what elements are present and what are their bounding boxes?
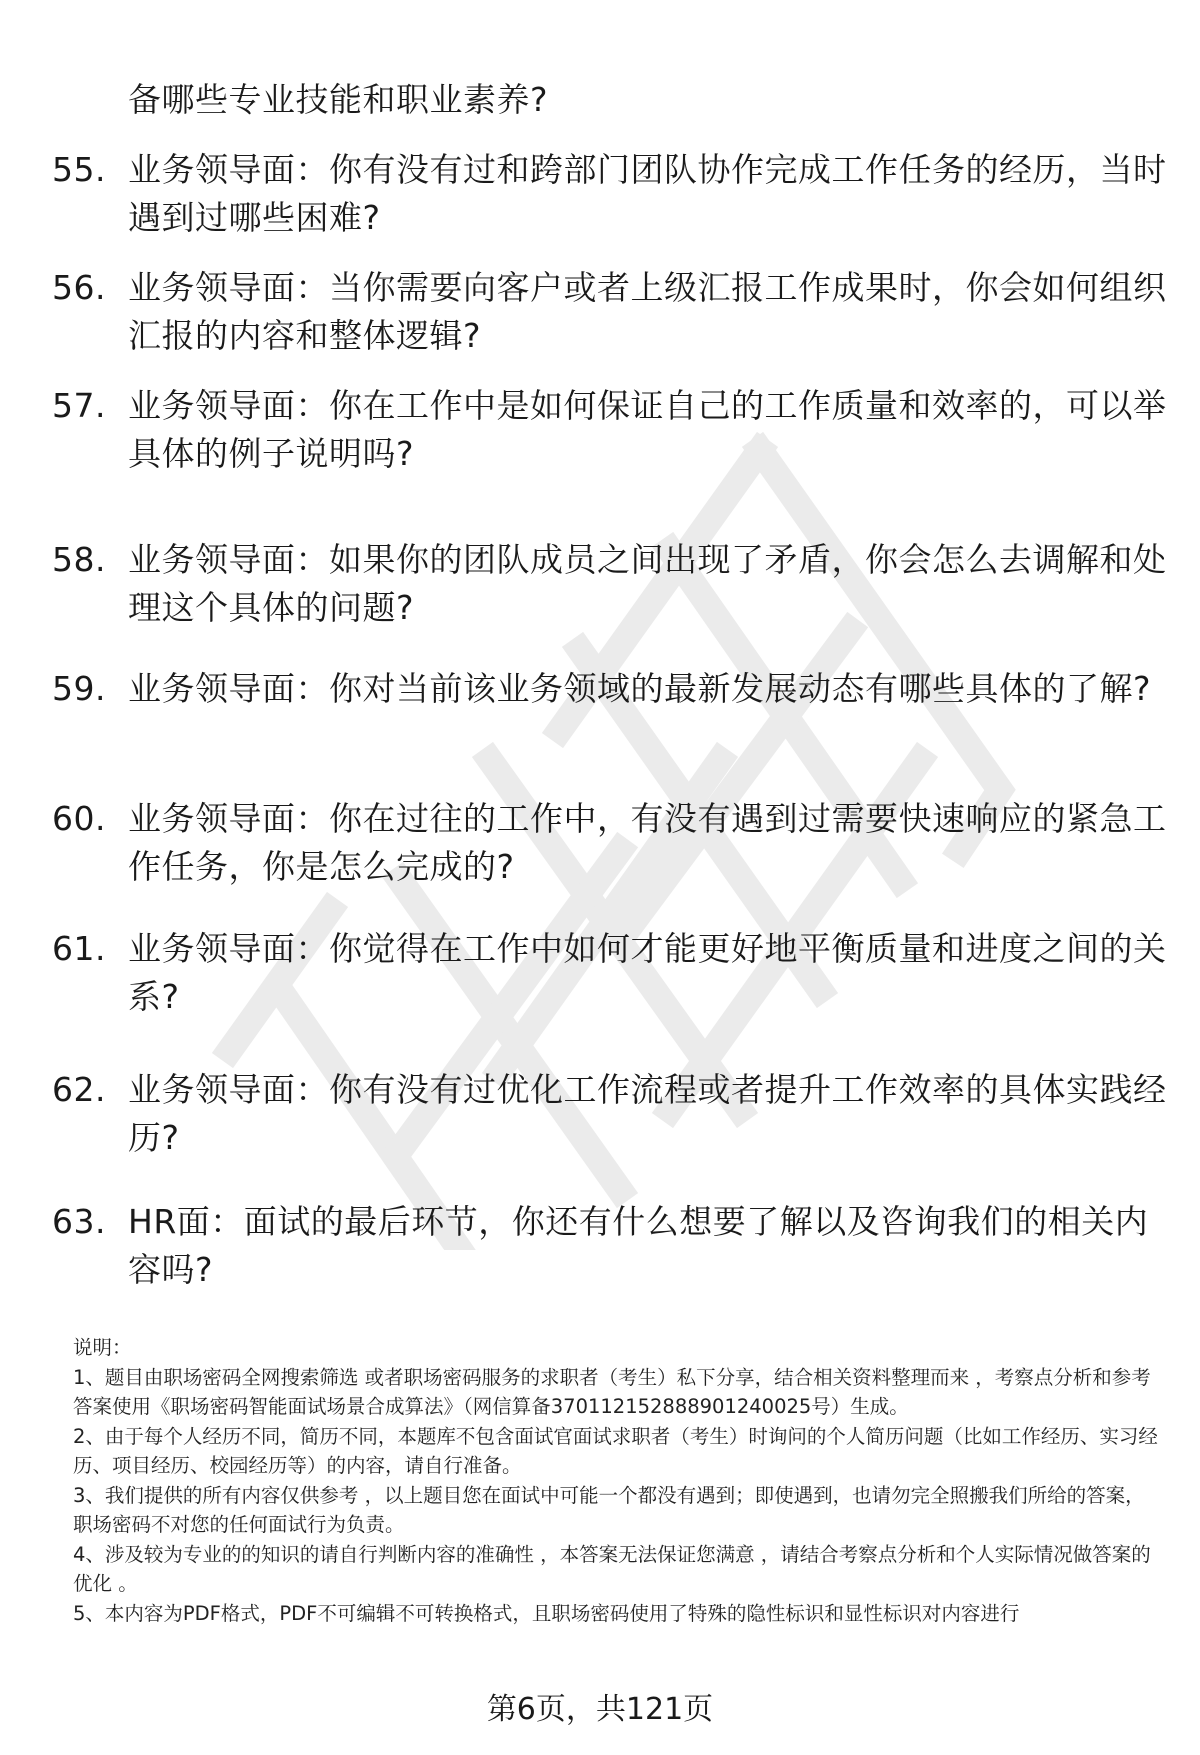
question-number: 59. (52, 669, 106, 708)
note-item: 5、本内容为PDF格式，PDF不可编辑不可转换格式，且职场密码使用了特殊的隐性标识和显性标识对内容进行 (73, 1601, 1020, 1625)
question-number: 58. (52, 540, 106, 579)
question-text: 业务领导面：你有没有过优化工作流程或者提升工作效率的具体实践经历? (128, 1070, 1167, 1157)
note-item: 3、我们提供的所有内容仅供参考 ，以上题目您在面试中可能一个都没有遇到；即使遇到，也请勿完全照搬我们所给的答案，职场密码不对您的任何面试行为负责。 (73, 1483, 1145, 1536)
question-text: 业务领导面：如果你的团队成员之间出现了矛盾，你会怎么去调解和处理这个具体的问题? (128, 540, 1167, 627)
question-text: 业务领导面：你有没有过和跨部门团队协作完成工作任务的经历，当时遇到过哪些困难? (128, 150, 1167, 237)
question-text: 业务领导面：你在过往的工作中，有没有遇到过需要快速响应的紧急工作任务，你是怎么完成的? (128, 799, 1167, 886)
question-item (52, 1066, 1172, 1162)
question-continuation: 备哪些专业技能和职业素养? (128, 80, 549, 119)
page-number: 第6页，共121页 (486, 1692, 714, 1727)
question-number: 62. (52, 1070, 106, 1109)
disclaimer-notes (73, 1333, 1163, 1628)
question-number: 63. (52, 1202, 106, 1241)
question-item (52, 536, 1172, 632)
note-item: 2、由于每个人经历不同，简历不同，本题库不包含面试官面试求职者（考生）时询问的个人简历问题（比如工作经历、实习经历、项目经历、校园经历等）的内容，请自行准备。 (73, 1424, 1158, 1477)
question-item (52, 925, 1172, 1021)
question-number: 55. (52, 150, 106, 189)
question-text: 业务领导面：你对当前该业务领域的最新发展动态有哪些具体的了解? (128, 669, 1152, 708)
question-text: 业务领导面：你觉得在工作中如何才能更好地平衡质量和进度之间的关系? (128, 929, 1167, 1016)
question-number: 61. (52, 929, 106, 968)
question-number: 56. (52, 268, 106, 307)
question-item (52, 382, 1172, 478)
question-item (52, 665, 1172, 713)
notes-heading: 说明： (73, 1336, 132, 1359)
question-text: 业务领导面：当你需要向客户或者上级汇报工作成果时，你会如何组织汇报的内容和整体逻辑? (128, 268, 1167, 355)
question-text: 业务领导面：你在工作中是如何保证自己的工作质量和效率的，可以举具体的例子说明吗? (128, 386, 1167, 473)
question-number: 60. (52, 799, 106, 838)
note-item: 4、涉及较为专业的的知识的请自行判断内容的准确性 ，本答案无法保证您满意 ，请结合考察点分析和个人实际情况做答案的优化 。 (73, 1542, 1151, 1595)
question-item (52, 146, 1172, 242)
question-number: 57. (52, 386, 106, 425)
note-item: 1、题目由职场密码全网搜索筛选 或者职场密码服务的求职者（考生）私下分享，结合相关资料整理而来 ，考察点分析和参考答案使用《职场密码智能面试场景合成算法》（网信算备370112152888901240025号）生成。 (73, 1365, 1151, 1418)
question-text: HR面：面试的最后环节，你还有什么想要了解以及咨询我们的相关内容吗? (128, 1202, 1149, 1289)
question-item (52, 1198, 1172, 1294)
question-item (52, 264, 1172, 360)
question-item (52, 795, 1172, 891)
